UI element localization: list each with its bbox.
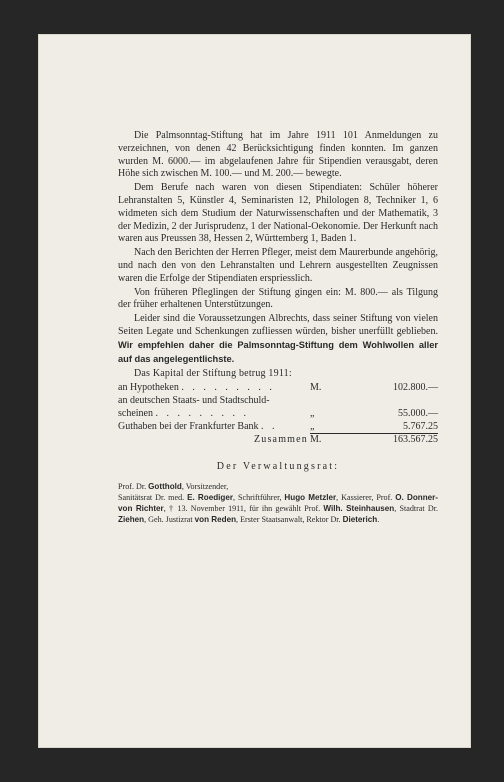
capital-total-row	[118, 434, 438, 447]
capital-total-amount: 163.567.25	[345, 434, 438, 447]
paragraph-5-text: Leider sind die Voraussetzungen Albrechts, dass seiner Stiftung von vielen Seiten Legate und Schenkungen zufliessen würden, bisher unerfüllt geblieben.	[118, 313, 438, 337]
paragraph-2: Dem Berufe nach waren von diesen Stipendiaten: Schüler höherer Lehranstalten 5, Künstler 4, Seminaristen 12, Philologen 8, Techniker 1, 6 widmeten sich dem Studium der Naturwissenschaften und der Mathematik, 3 der Medizin, 2 der Jurisprudenz, 1 der National-Oekonomie. Der Herkunft nach waren aus Preussen 38, Hessen 2, Württemberg 1, Baden 1.	[118, 182, 438, 245]
capital-row	[118, 408, 438, 421]
paragraph-4: Von früheren Pfleglingen der Stiftung gingen ein: M. 800.— als Tilgung der früher erhaltenen Unterstützungen.	[118, 286, 438, 311]
document-page	[38, 34, 471, 748]
capital-amount: 5.767.25	[403, 420, 438, 432]
member-name: O. Donner-von Richter	[118, 492, 439, 513]
capital-total-currency: M.	[310, 434, 345, 447]
member-name: von Reden	[194, 514, 237, 524]
capital-label: Guthaben bei der Frankfurter Bank	[118, 420, 259, 432]
member-name: Ziehen	[118, 514, 145, 524]
board-title: Der Verwaltungsrat:	[216, 461, 340, 473]
paragraph-5	[118, 313, 438, 366]
board-chair: Prof. Dr. Gotthold, Vorsitzender,	[118, 481, 229, 491]
capital-currency: „	[310, 407, 315, 419]
capital-currency: M.	[310, 382, 322, 394]
capital-dots: . . . . . . . . .	[155, 407, 249, 419]
capital-intro: Das Kapital der Stiftung betrug 1911:	[134, 368, 292, 380]
capital-label: an deutschen Staats- und Stadtschuld-	[118, 394, 270, 406]
capital-amount: 102.800.—	[393, 382, 438, 394]
member-name: Dieterich	[342, 514, 378, 524]
member-name: E. Roediger	[187, 492, 233, 502]
capital-row	[118, 395, 438, 408]
member-name: Wilh. Steinhausen	[323, 503, 395, 513]
capital-row	[118, 421, 438, 434]
capital-amount: 55.000.—	[398, 407, 438, 419]
capital-label: scheinen	[118, 407, 153, 419]
capital-total-label: Zusammen	[253, 433, 308, 445]
document-body	[118, 130, 438, 525]
capital-dots: . .	[261, 420, 278, 432]
member-name: Hugo Metzler	[284, 492, 337, 502]
capital-label: an Hypotheken	[118, 382, 179, 394]
capital-currency: „	[310, 420, 315, 432]
paragraph-1: Die Palmsonntag-Stiftung hat im Jahre 1911 101 Anmeldungen zu verzeichnen, von denen 42 Berücksichtigung finden konnten. Im ganzen wurden M. 6000.— im abgelaufenen Jahre für Stipendien verausgabt, deren Höhe sich zwischen M. 100.— und M. 200.— bewegte.	[118, 130, 438, 180]
capital-row	[118, 382, 438, 395]
member-name: Gotthold	[148, 481, 182, 491]
board-members: Prof. Dr. Gotthold, Vorsitzender, Sanitätsrat Dr. med. E. Roediger, Schriftführer, Hugo Metzler, Kassierer, Prof. O. Donner-von Richter, † 13. November 1911, für ihn gewählt Prof. Wilh. Steinhausen, Stadtrat Dr. Ziehen, Geh. Justizrat von Reden, Erster Staatsanwalt, Rektor Dr. Dieterich.	[118, 481, 439, 524]
capital-table	[118, 382, 438, 447]
paragraph-3: Nach den Berichten der Herren Pfleger, meist dem Maurerbunde angehörig, und nach den von den Lehranstalten und Lehrern ausgestellten Zeugnissen waren die Erfolge der Stipendiaten erspriesslich.	[118, 247, 438, 284]
paragraph-5-recommendation: Wir empfehlen daher die Palmsonntag-Stiftung dem Wohlwollen aller auf das angelegentlichste.	[118, 339, 438, 364]
capital-dots: . . . . . . . . .	[181, 382, 275, 394]
